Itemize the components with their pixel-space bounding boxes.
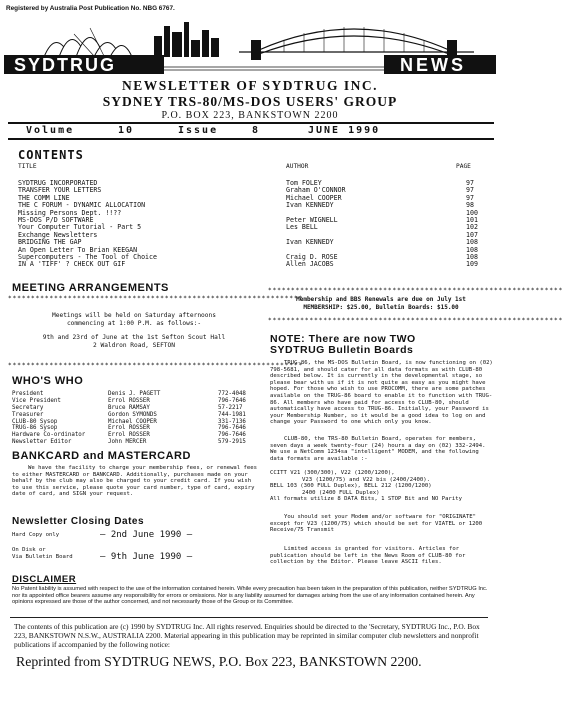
contents-title: MS-DOS P/D SOFTWARE [18, 215, 94, 224]
contents-page: 97 [466, 186, 474, 195]
banner-right-word: NEWS [400, 55, 466, 75]
contents-title: An Open Letter To Brian KEEGAN [18, 245, 138, 254]
officer-role: CLUB-80 Sysop [12, 418, 58, 425]
issue-rule [8, 138, 494, 140]
officer-phone: 579-2915 [218, 439, 246, 446]
contents-author: Ivan KENNEDY [286, 238, 334, 247]
contents-author: Ivan KENNEDY [286, 201, 334, 210]
note-p3: You should set your Modem and/or software for "ORIGINATE" except for V23 (1200/75) which should be set for VIATEL or 1200 Receive/75 Transmit [270, 514, 483, 534]
contents-title: SYDTRUG INCORPORATED [18, 179, 98, 187]
harbour-skyline-illustration [4, 14, 496, 74]
contents-page: 108 [466, 245, 478, 254]
format-line5: All formats utilize 8 DATA Bits, 1 STOP Bit and NO Parity [270, 496, 462, 503]
officer-row [12, 405, 262, 412]
contents-author: Allen JACOBS [286, 260, 334, 269]
closing-disk-date: – 9th June 1990 – [100, 552, 193, 562]
officers-list [12, 391, 262, 446]
officer-phone: 796-7646 [218, 397, 246, 404]
contents-author: Graham O'CONNOR [286, 186, 346, 195]
contents-row [18, 232, 494, 239]
col-page: PAGE [456, 163, 471, 170]
masthead-line1: NEWSLETTER OF SYDTRUG INC. [121, 78, 379, 93]
copyright-footer [10, 617, 488, 670]
closing-disk-date-text: 9th June 1990 [110, 552, 182, 562]
contents-heading: CONTENTS [18, 148, 84, 162]
officer-role: Hardware Co-ordinator [12, 432, 86, 439]
issue-number: 8 [252, 125, 261, 136]
meetings-line1: Meetings will be held on Saturday afternoons [52, 312, 216, 319]
officer-name: Gordon SYMONDS [108, 411, 157, 418]
footer-text: The contents of this publication are (c) 1990 by SYDTRUG Inc. All rights reserved. Enquiries should be directed to the 'Secretary, SYDTRUG Inc., P.O. Box 223, BANKSTOWN N.S.W., AUSTRALIA 2200. Material appearing in this publication may be reprinted in similar computer club newsletters and nonprofit publications if accompanied by the following notice: [14, 622, 480, 650]
format-line2: V23 (1200/75) and V22 bis (2400/2400). [302, 476, 430, 483]
meetings-heading: MEETING ARRANGEMENTS [12, 282, 169, 294]
officer-phone: 331-7136 [218, 418, 246, 425]
masthead-text [0, 78, 500, 122]
officer-phone: 772-4048 [218, 391, 246, 397]
note-formats [270, 470, 494, 503]
format-line3: BELL 103 (300 FULL Duplex), BELL 212 (1200/1200) [270, 483, 432, 490]
contents-title: Exchange Newsletters [18, 230, 98, 239]
note-heading2: SYDTRUG Bulletin Boards [270, 344, 414, 356]
officer-row [12, 412, 262, 419]
officer-role: TRUG-86 Sysop [12, 425, 58, 432]
membership-box [272, 296, 490, 312]
closing-hard-date-text: 2nd June 1990 [110, 530, 182, 540]
meetings-line4: 2 Waldron Road, SEFTON [93, 342, 175, 349]
officer-name: John MERCER [108, 439, 147, 446]
contents-page: 108 [466, 238, 478, 247]
meetings-border-bottom: **************************************************************** [8, 362, 304, 369]
contents-row [18, 261, 494, 268]
closing-disk-label2: Via Bulletin Board [12, 554, 73, 560]
officer-phone: 796-7646 [218, 425, 246, 432]
bankcard-heading: BANKCARD and MASTERCARD [12, 450, 191, 462]
registration-notice: Registered by Australia Post Publication No. NBG 6767. [6, 5, 175, 12]
masthead-line3: P.O. BOX 223, BANKSTOWN 2200 [161, 110, 339, 121]
meetings-border-top: **************************************************************** [8, 295, 304, 302]
officer-role: President [12, 391, 44, 397]
whoswho-heading: WHO'S WHO [12, 375, 84, 387]
officer-row [12, 419, 262, 426]
officer-role: Secretary [12, 404, 44, 411]
contents-page: 97 [466, 179, 474, 187]
contents-title: TRANSFER YOUR LETTERS [18, 186, 102, 195]
note-p1: TRUG-86, the MS-DOS Bulletin Board, is now functioning on (02) 798-5681, and should cater for all data formats as with CLUB-80 described below. It is currently in the developmental stage, so please bear with us if it is not quite as easy as you might have hoped. For those who wish to use PROCOMM, there are some patches available on the TRUG-86 board to enable it to function with TRUG-86. All members who have paid for access to CLUB-80, should automatically have access to TRUG-86. Initially, your Password is your Membership Number, so it would be a good idea to log on and change your Password to one which only you know. [270, 360, 493, 426]
membership-border-bottom: **************************************************************** [268, 317, 563, 324]
issue-date: JUNE 1990 [308, 125, 381, 136]
col-author: AUTHOR [286, 163, 309, 170]
contents-title: Supercomputers - The Tool of Choice [18, 252, 157, 261]
note-p4: Limited access is granted for visitors. Articles for publication should be left in the News Room of CLUB-80 for collection by the Editor. Please leave ASCII files. [270, 546, 466, 566]
closing-disk-label1: On Disk or [12, 547, 46, 553]
officer-row [12, 432, 262, 439]
contents-page: 100 [466, 208, 478, 217]
contents-author: Peter WIGNELL [286, 215, 338, 224]
officer-phone: 57-2217 [218, 404, 243, 411]
volume-label: Volume [26, 125, 75, 136]
officer-phone: 744-1981 [218, 411, 246, 418]
col-title: TITLE [18, 163, 37, 170]
closing-heading: Newsletter Closing Dates [12, 516, 145, 527]
officer-name: Errol ROSSER [108, 432, 150, 439]
note-heading1: NOTE: There are now TWO [270, 333, 416, 345]
contents-page: 102 [466, 223, 478, 232]
contents-page: 108 [466, 252, 478, 261]
bankcard-text: We have the facility to charge your membership fees, or renewal fees to either MASTERCARD or BANKCARD. Additionally, purchases made on your behalf by the club may also be charged to your credit card. If you wish to use this service, please quote your card number, type of card, expiry date of card, and SIGN your request. [12, 465, 258, 498]
contents-title: Missing Persons Dept. !!?? [18, 208, 122, 217]
contents-page: 109 [466, 260, 478, 269]
officer-row [12, 439, 262, 446]
issue-label: Issue [178, 125, 219, 136]
officer-role: Vice President [12, 397, 61, 404]
note-p2: CLUB-80, the TRS-80 Bulletin Board, operates for members, seven days a week twenty-four (24) hours a day on (02) 332-2494. We use a NetComm 1234sa "intelligent" MODEM, and the following data formats are available :- [270, 436, 486, 462]
meetings-line2: commencing at 1:00 P.M. as follows:- [66, 320, 202, 327]
masthead-line2: SYDNEY TRS-80/MS-DOS USERS' GROUP [102, 94, 398, 109]
closing-hard-label: Hard Copy only [12, 532, 60, 538]
contents-page: 101 [466, 215, 478, 224]
contents-author: Craig D. ROSE [286, 252, 338, 261]
volume-number: 10 [118, 125, 135, 136]
contents-author: Tom FOLEY [286, 179, 322, 187]
officer-row [12, 398, 262, 405]
officer-role: Treasurer [12, 411, 44, 418]
officer-row [12, 391, 262, 398]
officer-row [12, 425, 262, 432]
contents-page: 97 [466, 193, 474, 202]
contents-author: Michael COOPER [286, 193, 342, 202]
closing-hard-date: – 2nd June 1990 – [100, 530, 193, 540]
officer-name: Bruce RAMSAY [108, 404, 150, 411]
meetings-line3: 9th and 23rd of June at the 1st Sefton Scout Hall [42, 334, 226, 341]
officer-name: Errol ROSSER [108, 425, 150, 432]
membership-border-top: **************************************************************** [268, 287, 563, 294]
officer-name: Denis J. PAGETT [108, 391, 161, 397]
contents-title: THE COMM LINE [18, 193, 70, 202]
contents-title: THE C FORUM - DYNAMIC ALLOCATION [18, 201, 146, 210]
contents-row [18, 187, 494, 194]
note-heading [270, 334, 416, 356]
format-line4: 2400 (2400 FULL Duplex) [302, 489, 380, 496]
officer-phone: 796-7646 [218, 432, 246, 439]
membership-line2: MEMBERSHIP: $25.00, Bulletin Boards: $15.00 [303, 304, 459, 311]
contents-list [18, 180, 494, 269]
officer-role: Newsletter Editor [12, 439, 72, 446]
disclaimer-heading: DISCLAIMER [12, 574, 77, 585]
disclaimer-text: No Patent liability is assumed with respect to the use of the information contained herein. While every precaution has been taken in the preparation of this publication, neither SYDTRUG Inc. nor its appointed office bearers assume any responsibility for errors or omissions. Nor is any liability assumed for damages arising from the use of any information contained herein. Any opinions expressed are those of the author concerned, and not necessarily those of the Group or its Committee. [12, 586, 488, 606]
format-line1: CCITT V21 (300/300), V22 (1200/1200), [270, 470, 395, 476]
contents-author: Les BELL [286, 223, 318, 232]
issue-bar [8, 124, 494, 138]
meetings-box [12, 304, 256, 360]
contents-title: Your Computer Tutorial - Part 5 [18, 223, 142, 232]
membership-line1: Membership and BBS Renewals are due on July 1st [296, 296, 466, 303]
contents-title: IN A 'TIFF' ? CHECK OUT GIF [18, 260, 126, 269]
officer-name: Michael COOPER [108, 418, 157, 425]
reprint-notice: Reprinted from SYDTRUG NEWS, P.O. Box 223, BANKSTOWN 2200. [16, 653, 422, 669]
contents-page: 107 [466, 230, 478, 239]
contents-page: 98 [466, 201, 474, 210]
banner-left-word: SYDTRUG [14, 55, 117, 75]
contents-title: BRIDGING THE GAP [18, 238, 82, 247]
masthead-banner [4, 14, 496, 74]
officer-name: Errol ROSSER [108, 397, 150, 404]
